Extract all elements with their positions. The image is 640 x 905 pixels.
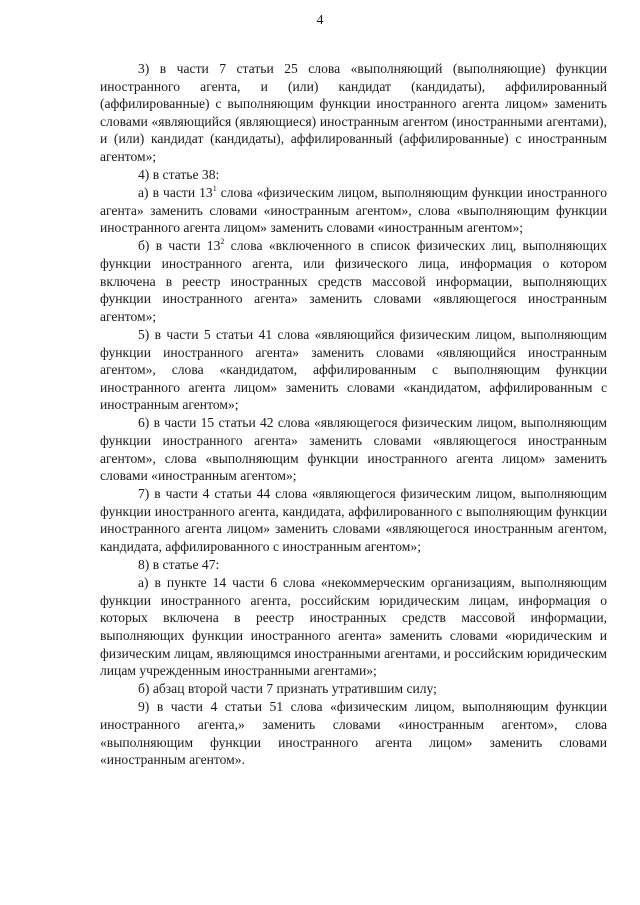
document-body bbox=[100, 60, 607, 769]
paragraph-item-3: 3) в части 7 статьи 25 слова «выполняющий (выполняющие) функции иностранного агента, и (или) кандидат (кандидаты), аффилированный (аффилированные) с выполняющим функции иностранного агента лицом» заменить словами «являющийся (являющиеся) иностранным агентом (иностранными агентами), и (или) кандидат (кандидаты), аффилированный (аффилированные) с иностранным агентом»; bbox=[100, 61, 607, 164]
paragraph-item-9: 9) в части 4 статьи 51 слова «физическим лицом, выполняющим функции иностранного агента,» заменить словами «иностранным агентом», слова «выполняющим функции иностранного агента лицом» заменить словами «иностранным агентом». bbox=[100, 699, 607, 768]
paragraph-text-end: слова «физическим лицом, выполняющим функции иностранного агента» заменить словами «иностранным агентом», слова «выполняющим функции иностранного агента лицом» заменить словами «иностранным агентом»; bbox=[100, 185, 607, 236]
paragraph-item-6: 6) в части 15 статьи 42 слова «являющегося физическим лицом, выполняющим функции иностранного агента» заменить словами «являющегося иностранным агентом», слова «выполняющим функции иностранного агента лицом» заменить словами «иностранным агентом»; bbox=[100, 415, 607, 484]
paragraph-item-8: 8) в статье 47: bbox=[138, 557, 220, 573]
paragraph-item-4: 4) в статье 38: bbox=[138, 167, 220, 183]
superscript-index: 2 bbox=[220, 236, 225, 246]
paragraph-item-7: 7) в части 4 статьи 44 слова «являющегося физическим лицом, выполняющим функции иностранного агента, кандидата, аффилированного с выполняющим функции иностранного агента лицом» заменить словами «являющегося иностранным агентом, кандидата, аффилированного с иностранным агентом»; bbox=[100, 486, 607, 555]
page-number: 4 bbox=[316, 13, 324, 28]
paragraph-item-8b: б) абзац второй части 7 признать утратившим силу; bbox=[138, 681, 437, 697]
paragraph-item-5: 5) в части 5 статьи 41 слова «являющийся физическим лицом, выполняющим функции иностранного агента» заменить словами «являющийся иностранным агентом», слова «кандидатом, аффилированным с выполняющим функции иностранного агента лицом» заменить словами «кандидатом, аффилированным с иностранным агентом»; bbox=[100, 326, 607, 413]
superscript-index: 1 bbox=[212, 183, 217, 193]
paragraph-item-4a bbox=[100, 184, 607, 237]
paragraph-item-8a: а) в пункте 14 части 6 слова «некоммерческим организациям, выполняющим функции иностранного агента, российским юридическим лицам, информация о которых включена в реестр иностранных средств массовой информации, выполняющих функции иностранного агента» заменить словами «юридическим и физическим лицам, являющимся иностранными агентами, и российским юридическим лицам учрежденным иностранными агентами»; bbox=[100, 575, 607, 679]
paragraph-text-end: слова «включенного в список физических лиц, выполняющих функции иностранного агента, или физического лица, информация о котором включена в реестр иностранных средств массовой информации, выполняющих функции иностранного агента» заменить словами «являющегося иностранным агентом»; bbox=[100, 238, 607, 324]
paragraph-item-4b bbox=[100, 237, 607, 325]
paragraph-text-start: а) в части 13 bbox=[138, 185, 213, 201]
paragraph-text-start: б) в части 13 bbox=[138, 238, 221, 254]
